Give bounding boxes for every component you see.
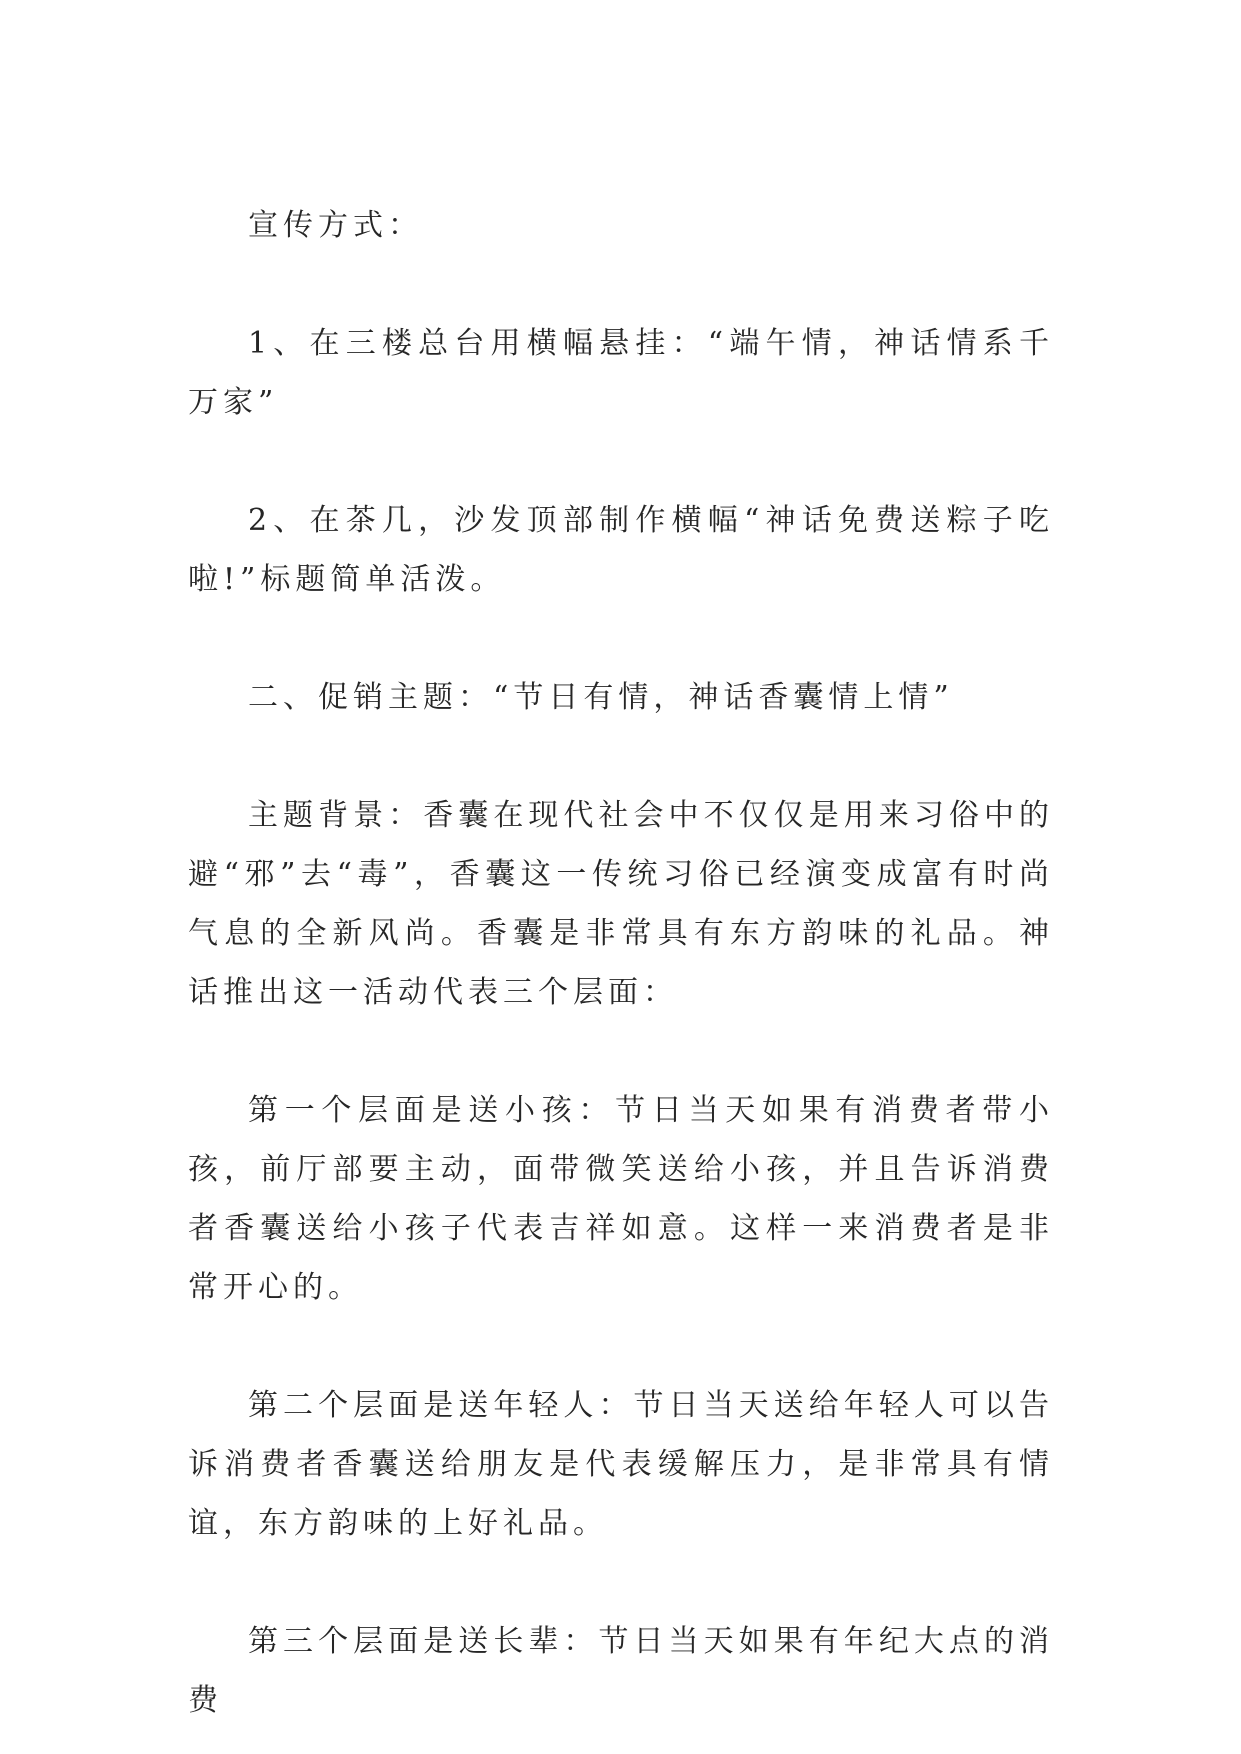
paragraph-banner-sofa: 2、在茶几，沙发顶部制作横幅“神话免费送粽子吃啦!”标题简单活泼。 [188,503,1054,597]
paragraph-level-three-elders: 第三个层面是送长辈：节日当天如果有年纪大点的消费 [188,1624,1054,1718]
paragraph-promotion-theme: 二、促销主题：“节日有情，神话香囊情上情” [248,680,954,715]
paragraph-publicity-methods: 宣传方式： [248,208,423,243]
document-body [188,196,1054,1730]
paragraph-level-one-children: 第一个层面是送小孩：节日当天如果有消费者带小孩，前厅部要主动，面带微笑送给小孩，并且告诉消费者香囊送给小孩子代表吉祥如意。这样一来消费者是非常开心的。 [188,1093,1054,1305]
paragraph-theme-background: 主题背景：香囊在现代社会中不仅仅是用来习俗中的避“邪”去“毒”，香囊这一传统习俗已经演变成富有时尚气息的全新风尚。香囊是非常具有东方韵味的礼品。神话推出这一活动代表三个层面： [188,798,1054,1010]
paragraph-level-two-young: 第二个层面是送年轻人：节日当天送给年轻人可以告诉消费者香囊送给朋友是代表缓解压力，是非常具有情谊，东方韵味的上好礼品。 [188,1388,1054,1541]
paragraph-banner-front-desk: 1、在三楼总台用横幅悬挂：“端午情，神话情系千万家” [188,326,1054,420]
